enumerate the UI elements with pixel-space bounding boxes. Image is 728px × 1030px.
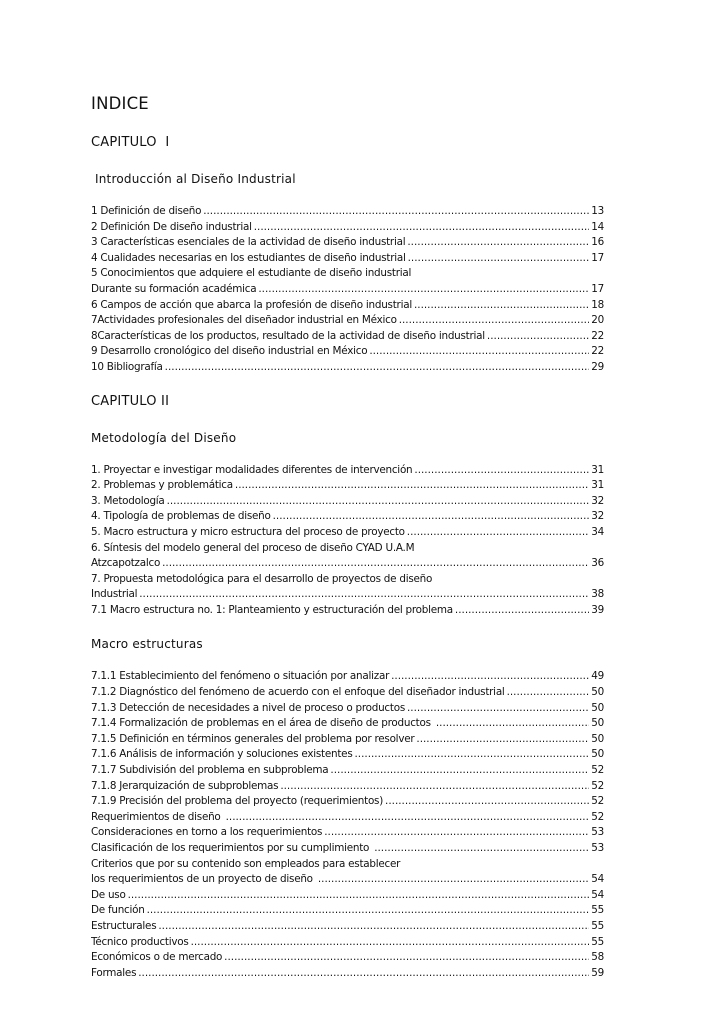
toc-entry-page: 55 (591, 919, 604, 932)
toc-entry-page: 17 (591, 251, 604, 264)
dot-leader (385, 794, 589, 810)
toc-entry-title: 7.1.6 Análisis de información y soluciones existentes (91, 748, 353, 761)
dot-leader (487, 329, 589, 345)
dot-leader (280, 779, 589, 795)
toc-entry-page: 13 (591, 205, 604, 217)
toc-entry-title: 3. Metodología (91, 494, 165, 507)
toc-entry-line: 6. Síntesis del modelo general del proceso de diseño CYAD U.A.M (91, 541, 415, 554)
index-title: INDICE (91, 94, 149, 113)
toc-entry (91, 841, 604, 857)
toc-entry-page: 50 (591, 748, 604, 761)
dot-leader (414, 463, 589, 479)
toc-entry-title: 7.1.9 Precisión del problema del proyecto (requerimientos) (91, 795, 384, 808)
toc-entry (91, 716, 604, 732)
toc-entry (91, 463, 604, 479)
toc-entry-page: 16 (591, 236, 604, 249)
dot-leader (318, 872, 589, 888)
toc-entry-title: Durante su formación académica (91, 282, 257, 295)
toc-entry-page: 52 (591, 779, 604, 792)
dot-leader (507, 685, 590, 701)
toc-entry (91, 478, 604, 494)
toc-entry (91, 251, 604, 267)
toc-entry (91, 763, 604, 779)
toc-entry (91, 556, 604, 572)
dot-leader (399, 313, 590, 329)
chapter-2-subheading: Metodología del Diseño (91, 430, 237, 445)
toc-entry (91, 669, 604, 685)
toc-entry-page: 36 (591, 557, 604, 570)
toc-entry-page: 39 (591, 603, 604, 616)
toc-entry (91, 747, 604, 763)
toc-entry (91, 701, 604, 717)
toc-entry-page: 22 (591, 329, 604, 342)
toc-entry (91, 329, 604, 345)
toc-entry-page: 49 (591, 670, 604, 683)
toc-entry-title: 6 Campos de acción que abarca la profesión de diseño industrial (91, 298, 412, 311)
toc-entry (91, 235, 604, 251)
toc-entry-title: 7.1.1 Establecimiento del fenómeno o situación por analizar (91, 670, 390, 683)
toc-entry-title: Estructurales (91, 919, 157, 932)
toc-entry (91, 282, 604, 298)
dot-leader (167, 494, 590, 510)
toc-entry-line: Criterios que por su contenido son empleados para establecer (91, 857, 401, 870)
toc-entry-page: 31 (591, 463, 604, 476)
toc-entry-page: 22 (591, 345, 604, 358)
toc-entry (91, 794, 604, 810)
toc-entry (91, 509, 604, 525)
toc-entry-title: 7.1.5 Definición en términos generales del problema por resolver (91, 732, 415, 745)
toc-entry-page: 52 (591, 795, 604, 808)
toc-entry-page: 54 (591, 888, 604, 901)
toc-entry (91, 313, 604, 329)
toc-entry-page: 53 (591, 826, 604, 839)
toc-entry (91, 872, 604, 888)
dot-leader (162, 556, 589, 572)
dot-leader (391, 669, 589, 685)
toc-entry-page: 17 (591, 282, 604, 295)
dot-leader (407, 701, 589, 717)
toc-entry-title: Formales (91, 966, 137, 979)
dot-leader (254, 220, 590, 236)
toc-entry-page: 34 (591, 525, 604, 538)
toc-entry (91, 919, 604, 935)
toc-entry (91, 525, 604, 541)
toc-entry-title: 7.1.7 Subdivisión del problema en subproblema (91, 764, 329, 777)
dot-leader (330, 763, 589, 779)
dot-leader (416, 732, 589, 748)
toc-entry (91, 494, 604, 510)
chapter-2-heading: CAPITULO II (91, 393, 170, 409)
toc-entry-title: Clasificación de los requerimientos por su cumplimiento (91, 842, 373, 854)
dot-leader (128, 888, 590, 904)
toc-entry-title: De uso (91, 888, 126, 901)
toc-entry-line: 7. Propuesta metodológica para el desarrollo de proyectos de diseño (91, 572, 433, 585)
toc-entry-page: 53 (591, 842, 604, 854)
toc-entry-title: Industrial (91, 588, 138, 601)
toc-entry-page: 50 (591, 701, 604, 714)
toc-entry-page: 54 (591, 873, 604, 886)
chapter-1-subheading: Introducción al Diseño Industrial (91, 172, 296, 186)
dot-leader (324, 825, 589, 841)
toc-entry-title: 7Actividades profesionales del diseñador industrial en México (91, 314, 397, 327)
dot-leader (224, 950, 589, 966)
dot-leader (374, 841, 589, 857)
toc-entry-page: 29 (591, 360, 604, 373)
toc-entry (91, 779, 604, 795)
toc-entry-title: Económicos o de mercado (91, 951, 223, 964)
toc-entry (91, 204, 604, 220)
toc-entry (91, 950, 604, 966)
toc-entry-page: 50 (591, 686, 604, 699)
toc-entry-title: 7.1 Macro estructura no. 1: Planteamiento y estructuración del problema (91, 603, 453, 616)
macro-structures-heading: Macro estructuras (91, 637, 203, 652)
toc-entry-line: 5 Conocimientos que adquiere el estudiante de diseño industrial (91, 267, 412, 280)
toc-entry (91, 825, 604, 841)
toc-entry-title: los requerimientos de un proyecto de diseño (91, 873, 316, 886)
toc-entry-title: Requerimientos de diseño (91, 810, 224, 823)
dot-leader (147, 903, 590, 919)
toc-entry-page: 55 (591, 935, 604, 948)
toc-entry (91, 360, 604, 376)
toc-entry-page: 58 (591, 951, 604, 964)
dot-leader (354, 747, 589, 763)
toc-entry-title: 8Características de los productos, resultado de la actividad de diseño industrial (91, 329, 485, 342)
chapter-2-entries (91, 463, 604, 619)
dot-leader (226, 810, 590, 826)
toc-entry-page: 55 (591, 904, 604, 917)
toc-entry-title: 4 Cualidades necesarias en los estudiantes de diseño industrial (91, 251, 406, 264)
toc-entry-page: 38 (591, 588, 604, 601)
macro-structures-entries (91, 669, 604, 981)
dot-leader (407, 235, 589, 251)
toc-entry-title: 1. Proyectar e investigar modalidades diferentes de intervención (91, 463, 413, 476)
dot-leader (408, 251, 590, 267)
toc-entry (91, 810, 604, 826)
toc-entry (91, 888, 604, 904)
dot-leader (158, 919, 589, 935)
dot-leader (165, 360, 590, 376)
toc-entry (91, 903, 604, 919)
dot-leader (203, 204, 589, 220)
toc-entry-title: 4. Tipología de problemas de diseño (91, 510, 271, 523)
toc-entry-page: 50 (591, 732, 604, 745)
toc-entry-title: Consideraciones en torno a los requerimientos (91, 826, 323, 839)
toc-entry (91, 603, 604, 619)
toc-entry (91, 732, 604, 748)
dot-leader (138, 966, 589, 982)
toc-entry-page: 52 (591, 810, 604, 823)
toc-entry-page: 31 (591, 479, 604, 492)
toc-entry-page: 32 (591, 494, 604, 507)
toc-entry-title: 7.1.2 Diagnóstico del fenómeno de acuerdo con el enfoque del diseñador industrial (91, 686, 505, 699)
toc-entry (91, 966, 604, 982)
toc-entry-title: De función (91, 904, 145, 917)
dot-leader (369, 344, 589, 360)
toc-entry-page: 59 (591, 966, 604, 979)
toc-entry-title: 10 Bibliografía (91, 360, 163, 373)
toc-entry-title: 1 Definición de diseño (91, 205, 202, 217)
toc-entry (91, 220, 604, 236)
chapter-1-heading: CAPITULO I (91, 135, 170, 150)
dot-leader (455, 603, 589, 619)
dot-leader (258, 282, 589, 298)
toc-entry-page: 20 (591, 314, 604, 327)
toc-entry-title: 5. Macro estructura y micro estructura del proceso de proyecto (91, 525, 405, 538)
toc-entry-page: 14 (591, 220, 604, 233)
toc-entry-title: Técnico productivos (91, 935, 189, 948)
toc-entry-title: Atzcapotzalco (91, 557, 161, 570)
toc-entry-title: 2. Problemas y problemática (91, 479, 233, 492)
toc-entry-page: 32 (591, 510, 604, 523)
toc-entry-title: 7.1.8 Jerarquización de subproblemas (91, 779, 279, 792)
toc-entry (91, 685, 604, 701)
toc-entry-title: 9 Desarrollo cronológico del diseño industrial en México (91, 345, 368, 358)
dot-leader (407, 525, 589, 541)
dot-leader (436, 716, 589, 732)
chapter-1-entries (91, 204, 604, 376)
dot-leader (414, 298, 589, 314)
dot-leader (139, 587, 589, 603)
toc-entry-page: 52 (591, 764, 604, 777)
toc-entry (91, 298, 604, 314)
toc-entry (91, 935, 604, 951)
toc-entry-title: 2 Definición De diseño industrial (91, 220, 252, 233)
toc-entry-title: 7.1.3 Detección de necesidades a nivel de proceso o productos (91, 701, 405, 714)
toc-entry (91, 344, 604, 360)
dot-leader (235, 478, 589, 494)
toc-entry-page: 50 (591, 717, 604, 730)
toc-entry (91, 587, 604, 603)
toc-entry-title: 3 Características esenciales de la actividad de diseño industrial (91, 236, 406, 249)
dot-leader (191, 935, 590, 951)
toc-entry-title: 7.1.4 Formalización de problemas en el área de diseño de productos (91, 717, 434, 730)
toc-entry-page: 18 (591, 298, 604, 311)
table-of-contents (91, 93, 604, 996)
dot-leader (273, 509, 590, 525)
